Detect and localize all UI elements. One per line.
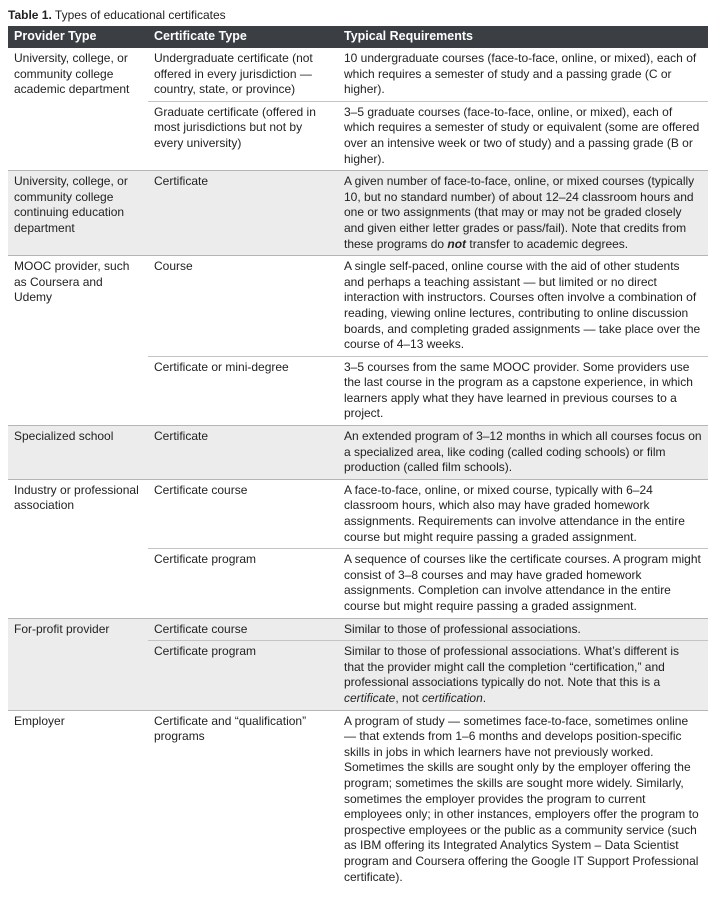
requirements-cell: 10 undergraduate courses (face-to-face, online, or mixed), each of which requires a semester of study and a passing grade (C or higher). [338,48,708,101]
certificate-cell: Course [148,256,338,357]
requirements-text: A given number of face-to-face, online, or mixed courses (typically 10, but no standard number) of about 12–24 classroom hours and one or two assignments (that may or may not be graded closely and given either letter grades or pass/fail). Note that credits from these programs do [344,174,695,251]
group-specialized-school [8,426,708,480]
certificate-cell: Certificate course [148,479,338,548]
provider-cell: Specialized school [8,426,148,480]
requirements-cell [338,171,708,256]
requirements-text: . [482,690,487,705]
header-typical-requirements: Typical Requirements [338,26,708,48]
provider-cell: Industry or professional association [8,479,148,618]
table-caption [8,8,709,22]
certificate-cell: Certificate course [148,618,338,641]
group-employer [8,710,708,888]
requirements-cell: 3–5 graduate courses (face-to-face, online, or mixed), each of which requires a semester of study or equivalent (some are offered over an intensive week or two of study) and a passing grade (B or higher). [338,101,708,170]
certificate-cell: Certificate program [148,549,338,618]
provider-cell: University, college, or community college academic department [8,48,148,171]
provider-cell: University, college, or community college continuing education department [8,171,148,256]
group-professional-association [8,479,708,618]
requirements-emphasis: certification [422,690,483,705]
requirements-cell: A face-to-face, online, or mixed course, typically with 6–24 classroom hours, which also may have graded homework assignments. Requirements can involve attendance in the entire course but might require passing a graded assignment. [338,479,708,548]
requirements-text: transfer to academic degrees. [466,236,629,251]
table-row [8,479,708,548]
certificate-cell: Undergraduate certificate (not offered in every jurisdiction — country, state, or province) [148,48,338,101]
table-caption-title: Types of educational certificates [54,8,226,22]
certificates-table [8,26,708,888]
group-continuing-education [8,171,708,256]
table-row [8,171,708,256]
header-certificate-type: Certificate Type [148,26,338,48]
group-mooc-provider [8,256,708,426]
certificate-cell: Certificate and “qualification” programs [148,710,338,888]
group-academic-department [8,48,708,171]
table-caption-label: Table 1. [8,8,52,22]
table-row [8,256,708,357]
certificate-cell: Certificate or mini-degree [148,356,338,425]
table-row [8,48,708,101]
requirements-cell [338,641,708,710]
requirements-emphasis: not [447,236,467,251]
header-row [8,26,708,48]
requirements-text: Similar to those of professional associations. What’s different is that the provider might call the completion “certification,” and professional associations typically do not. Note that this is a [344,644,680,690]
table-row [8,618,708,641]
requirements-cell: A program of study — sometimes face-to-face, sometimes online — that extends from 1–6 months and develops position-specific skills in jobs in which learners have not previously worked. Sometimes the skills are sought only by the employer offering the program; sometimes the skills are sought more widely. Similarly, sometimes the employer provides the program to current employees only; in other instances, employers offer the program to prospective employees or the public as a community service (such as IBM offering its Integrated Analytics System – Data Scientist program and Coursera offering the Google IT Support Professional certificate). [338,710,708,888]
certificate-cell: Certificate [148,426,338,480]
certificate-cell: Graduate certificate (offered in most jurisdictions but not by every university) [148,101,338,170]
provider-cell: For-profit provider [8,618,148,710]
requirements-cell: A sequence of courses like the certificate courses. A program might consist of 3–8 courses and may have graded homework assignments. Completion can involve attendance in the entire course but might require passing a graded assignment. [338,549,708,618]
requirements-text: , not [395,690,423,705]
certificate-cell: Certificate [148,171,338,256]
requirements-cell: Similar to those of professional associations. [338,618,708,641]
provider-cell: MOOC provider, such as Coursera and Udemy [8,256,148,426]
requirements-cell: 3–5 courses from the same MOOC provider. Some providers use the last course in the program as a capstone experience, in which learners apply what they have learned in previous courses to a project. [338,356,708,425]
requirements-cell: An extended program of 3–12 months in which all courses focus on a specialized area, like coding (called coding schools) or film production (called film schools). [338,426,708,480]
provider-cell: Employer [8,710,148,888]
table-row [8,426,708,480]
group-for-profit-provider [8,618,708,710]
header-provider-type: Provider Type [8,26,148,48]
certificate-cell: Certificate program [148,641,338,710]
table-row [8,710,708,888]
requirements-cell: A single self-paced, online course with the aid of other students and perhaps a teaching assistant — but limited or no direct interaction with instructors. Courses often involve a combination of reading, viewing online lectures, contributing to online discussion boards, and completing graded assignments — take place over the course of 4–13 weeks. [338,256,708,357]
requirements-emphasis: certificate [344,690,396,705]
